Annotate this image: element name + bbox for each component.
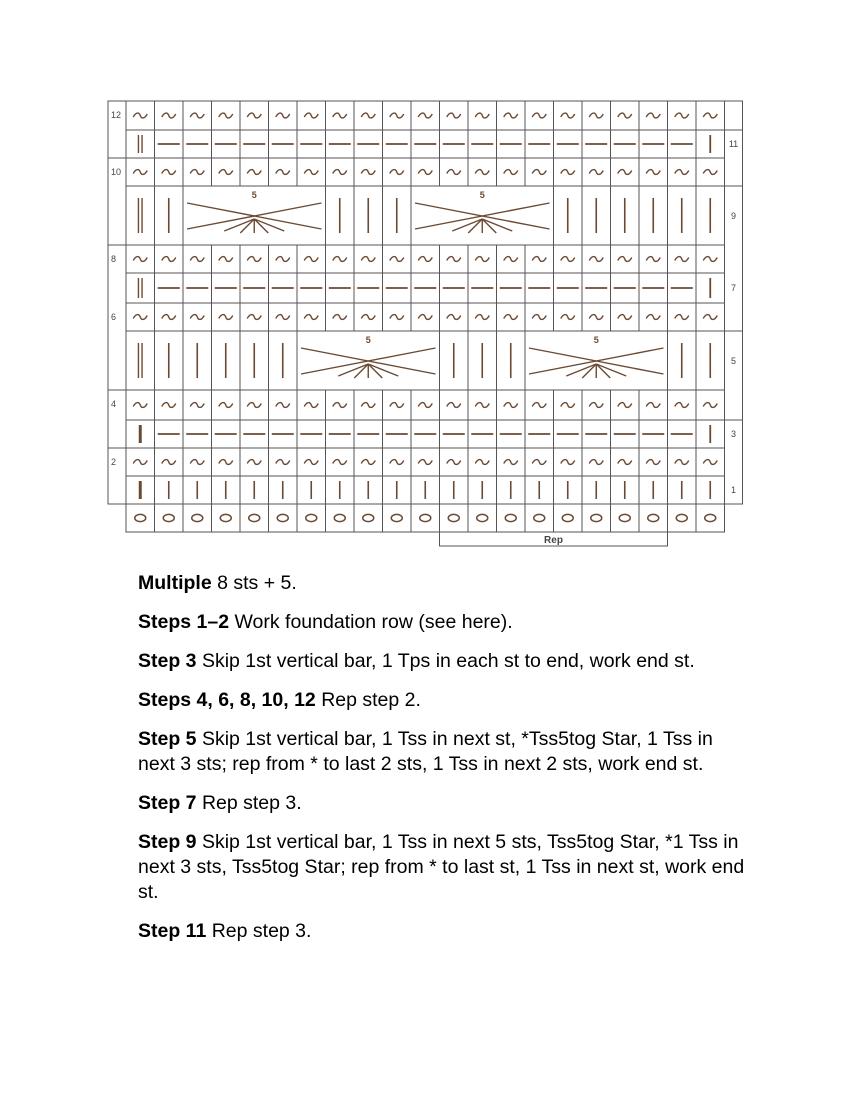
reverse-stitch-symbol xyxy=(675,315,689,320)
instruction-step-9 xyxy=(138,830,748,905)
reverse-stitch-symbol xyxy=(333,170,347,175)
reverse-stitch-symbol xyxy=(504,315,518,320)
chain-stitch-symbol xyxy=(334,514,345,521)
reverse-stitch-symbol xyxy=(304,403,318,408)
instruction-label: Step 7 xyxy=(138,792,197,814)
chain-stitch-symbol xyxy=(363,514,374,521)
reverse-stitch-symbol xyxy=(276,257,290,262)
instruction-text: Rep step 2. xyxy=(315,689,421,711)
reverse-stitch-symbol xyxy=(219,170,233,175)
reverse-stitch-symbol xyxy=(190,315,204,320)
reverse-stitch-symbol xyxy=(304,460,318,465)
reverse-stitch-symbol xyxy=(646,315,660,320)
reverse-stitch-symbol xyxy=(675,257,689,262)
cluster-count-label: 5 xyxy=(593,335,599,345)
instruction-label: Step 5 xyxy=(138,728,197,750)
instruction-step-7 xyxy=(138,791,748,816)
reverse-stitch-symbol xyxy=(219,403,233,408)
reverse-stitch-symbol xyxy=(589,403,603,408)
reverse-stitch-symbol xyxy=(390,315,404,320)
reverse-stitch-symbol xyxy=(361,257,375,262)
reverse-stitch-symbol xyxy=(219,257,233,262)
row-number-right: 11 xyxy=(728,139,739,149)
row-number-right: 9 xyxy=(730,211,737,221)
reverse-stitch-symbol xyxy=(133,403,147,408)
right-number-column xyxy=(725,101,743,504)
row-number-left: 10 xyxy=(111,167,122,177)
instruction-label: Step 11 xyxy=(138,920,207,942)
chain-stitch-symbol xyxy=(135,514,146,521)
reverse-stitch-symbol xyxy=(219,460,233,465)
reverse-stitch-symbol xyxy=(390,113,404,118)
reverse-stitch-symbol xyxy=(333,460,347,465)
reverse-stitch-symbol xyxy=(361,460,375,465)
reverse-stitch-symbol xyxy=(646,113,660,118)
reverse-stitch-symbol xyxy=(219,113,233,118)
reverse-stitch-symbol xyxy=(532,403,546,408)
reverse-stitch-symbol xyxy=(589,315,603,320)
reverse-stitch-symbol xyxy=(333,403,347,408)
instruction-steps-1-2 xyxy=(138,610,748,635)
reverse-stitch-symbol xyxy=(361,403,375,408)
reverse-stitch-symbol xyxy=(333,113,347,118)
reverse-stitch-symbol xyxy=(703,113,717,118)
cluster-count-label: 5 xyxy=(365,335,371,345)
reverse-stitch-symbol xyxy=(247,460,261,465)
chain-stitch-symbol xyxy=(505,514,516,521)
reverse-stitch-symbol xyxy=(162,403,176,408)
chain-stitch-symbol xyxy=(163,514,174,521)
chain-stitch-symbol xyxy=(306,514,317,521)
reverse-stitch-symbol xyxy=(475,315,489,320)
reverse-stitch-symbol xyxy=(304,170,318,175)
reverse-stitch-symbol xyxy=(703,257,717,262)
reverse-stitch-symbol xyxy=(475,403,489,408)
chain-stitch-symbol xyxy=(448,514,459,521)
reverse-stitch-symbol xyxy=(646,460,660,465)
instruction-steps-even xyxy=(138,688,748,713)
reverse-stitch-symbol xyxy=(133,170,147,175)
chain-stitch-symbol xyxy=(705,514,716,521)
reverse-stitch-symbol xyxy=(247,170,261,175)
reverse-stitch-symbol xyxy=(504,113,518,118)
reverse-stitch-symbol xyxy=(361,113,375,118)
instruction-text: Skip 1st vertical bar, 1 Tps in each st to end, work end st. xyxy=(196,650,695,672)
reverse-stitch-symbol xyxy=(447,460,461,465)
reverse-stitch-symbol xyxy=(162,170,176,175)
reverse-stitch-symbol xyxy=(589,257,603,262)
reverse-stitch-symbol xyxy=(532,460,546,465)
row-number-left: 2 xyxy=(111,457,117,467)
chain-stitch-symbol xyxy=(676,514,687,521)
row-number-left: 8 xyxy=(111,254,117,264)
instructions xyxy=(138,571,748,958)
reverse-stitch-symbol xyxy=(589,113,603,118)
reverse-stitch-symbol xyxy=(618,315,632,320)
reverse-stitch-symbol xyxy=(133,315,147,320)
chain-stitch-symbol xyxy=(249,514,260,521)
reverse-stitch-symbol xyxy=(162,315,176,320)
reverse-stitch-symbol xyxy=(447,403,461,408)
chain-stitch-symbol xyxy=(192,514,203,521)
reverse-stitch-symbol xyxy=(504,170,518,175)
chart-symbols xyxy=(133,113,717,522)
reverse-stitch-symbol xyxy=(646,170,660,175)
reverse-stitch-symbol xyxy=(333,257,347,262)
chart-labels xyxy=(111,110,738,546)
instruction-multiple xyxy=(138,571,748,596)
row-number-left: 4 xyxy=(111,399,117,409)
reverse-stitch-symbol xyxy=(418,315,432,320)
reverse-stitch-symbol xyxy=(447,257,461,262)
reverse-stitch-symbol xyxy=(618,257,632,262)
chain-stitch-symbol xyxy=(477,514,488,521)
reverse-stitch-symbol xyxy=(646,257,660,262)
reverse-stitch-symbol xyxy=(475,257,489,262)
reverse-stitch-symbol xyxy=(561,170,575,175)
left-number-column xyxy=(108,101,126,504)
instruction-text: 8 sts + 5. xyxy=(211,572,297,594)
reverse-stitch-symbol xyxy=(703,460,717,465)
chain-stitch-symbol xyxy=(277,514,288,521)
row-number-right: 5 xyxy=(730,356,737,366)
reverse-stitch-symbol xyxy=(190,460,204,465)
reverse-stitch-symbol xyxy=(475,460,489,465)
reverse-stitch-symbol xyxy=(675,170,689,175)
reverse-stitch-symbol xyxy=(304,257,318,262)
row-number-left: 6 xyxy=(111,312,117,322)
chain-stitch-symbol xyxy=(619,514,630,521)
reverse-stitch-symbol xyxy=(532,113,546,118)
reverse-stitch-symbol xyxy=(703,403,717,408)
instruction-step-3 xyxy=(138,649,748,674)
repeat-label: Rep xyxy=(544,535,563,546)
instruction-text: Skip 1st vertical bar, 1 Tss in next st, *Tss5tog Star, 1 Tss in next 3 sts; rep from * to last 2 sts, 1 Tss in next 2 sts, work end st. xyxy=(138,728,713,775)
reverse-stitch-symbol xyxy=(561,315,575,320)
reverse-stitch-symbol xyxy=(504,460,518,465)
instruction-label: Multiple xyxy=(138,572,212,594)
reverse-stitch-symbol xyxy=(333,315,347,320)
chain-stitch-symbol xyxy=(420,514,431,521)
reverse-stitch-symbol xyxy=(276,170,290,175)
reverse-stitch-symbol xyxy=(589,170,603,175)
instruction-text: Rep step 3. xyxy=(196,792,302,814)
chain-stitch-symbol xyxy=(648,514,659,521)
instruction-text: Skip 1st vertical bar, 1 Tss in next 5 sts, Tss5tog Star, *1 Tss in next 3 sts, Tss5tog Star; rep from * to last st, 1 Tss in next st, work end st. xyxy=(138,831,745,903)
reverse-stitch-symbol xyxy=(618,113,632,118)
reverse-stitch-symbol xyxy=(276,113,290,118)
reverse-stitch-symbol xyxy=(133,113,147,118)
chain-stitch-symbol xyxy=(562,514,573,521)
chain-stitch-symbol xyxy=(220,514,231,521)
row-number-right: 1 xyxy=(730,485,737,495)
chart-grid xyxy=(108,101,743,546)
reverse-stitch-symbol xyxy=(162,460,176,465)
reverse-stitch-symbol xyxy=(190,403,204,408)
instruction-step-5 xyxy=(138,727,748,777)
instruction-label: Step 9 xyxy=(138,831,197,853)
reverse-stitch-symbol xyxy=(532,257,546,262)
reverse-stitch-symbol xyxy=(276,315,290,320)
reverse-stitch-symbol xyxy=(418,460,432,465)
reverse-stitch-symbol xyxy=(304,315,318,320)
reverse-stitch-symbol xyxy=(703,315,717,320)
reverse-stitch-symbol xyxy=(675,460,689,465)
instruction-label: Step 3 xyxy=(138,650,197,672)
reverse-stitch-symbol xyxy=(475,113,489,118)
reverse-stitch-symbol xyxy=(561,257,575,262)
reverse-stitch-symbol xyxy=(390,170,404,175)
reverse-stitch-symbol xyxy=(447,170,461,175)
reverse-stitch-symbol xyxy=(447,113,461,118)
reverse-stitch-symbol xyxy=(561,460,575,465)
reverse-stitch-symbol xyxy=(247,257,261,262)
reverse-stitch-symbol xyxy=(418,113,432,118)
reverse-stitch-symbol xyxy=(361,170,375,175)
reverse-stitch-symbol xyxy=(390,460,404,465)
instruction-step-11 xyxy=(138,919,748,944)
reverse-stitch-symbol xyxy=(247,113,261,118)
reverse-stitch-symbol xyxy=(133,257,147,262)
chain-stitch-symbol xyxy=(391,514,402,521)
reverse-stitch-symbol xyxy=(532,170,546,175)
cluster-count-label: 5 xyxy=(479,190,485,200)
reverse-stitch-symbol xyxy=(276,403,290,408)
reverse-stitch-symbol xyxy=(703,170,717,175)
instruction-text: Work foundation row (see here). xyxy=(229,611,513,633)
reverse-stitch-symbol xyxy=(190,257,204,262)
reverse-stitch-symbol xyxy=(447,315,461,320)
reverse-stitch-symbol xyxy=(418,257,432,262)
reverse-stitch-symbol xyxy=(247,315,261,320)
reverse-stitch-symbol xyxy=(162,113,176,118)
reverse-stitch-symbol xyxy=(561,113,575,118)
reverse-stitch-symbol xyxy=(219,315,233,320)
chain-stitch-symbol xyxy=(591,514,602,521)
row-number-left: 12 xyxy=(111,110,122,120)
reverse-stitch-symbol xyxy=(162,257,176,262)
reverse-stitch-symbol xyxy=(618,170,632,175)
reverse-stitch-symbol xyxy=(304,113,318,118)
row-number-right: 7 xyxy=(730,283,737,293)
instruction-label: Steps 4, 6, 8, 10, 12 xyxy=(138,689,316,711)
reverse-stitch-symbol xyxy=(675,403,689,408)
instruction-label: Steps 1–2 xyxy=(138,611,230,633)
reverse-stitch-symbol xyxy=(618,403,632,408)
reverse-stitch-symbol xyxy=(504,403,518,408)
reverse-stitch-symbol xyxy=(561,403,575,408)
reverse-stitch-symbol xyxy=(390,403,404,408)
reverse-stitch-symbol xyxy=(675,113,689,118)
reverse-stitch-symbol xyxy=(589,460,603,465)
reverse-stitch-symbol xyxy=(618,460,632,465)
reverse-stitch-symbol xyxy=(475,170,489,175)
reverse-stitch-symbol xyxy=(418,403,432,408)
reverse-stitch-symbol xyxy=(133,460,147,465)
reverse-stitch-symbol xyxy=(390,257,404,262)
chain-stitch-symbol xyxy=(534,514,545,521)
reverse-stitch-symbol xyxy=(190,170,204,175)
reverse-stitch-symbol xyxy=(646,403,660,408)
cluster-count-label: 5 xyxy=(251,190,257,200)
reverse-stitch-symbol xyxy=(532,315,546,320)
reverse-stitch-symbol xyxy=(276,460,290,465)
reverse-stitch-symbol xyxy=(418,170,432,175)
reverse-stitch-symbol xyxy=(504,257,518,262)
foundation-row xyxy=(126,504,725,532)
reverse-stitch-symbol xyxy=(247,403,261,408)
reverse-stitch-symbol xyxy=(190,113,204,118)
row-number-right: 3 xyxy=(730,429,737,439)
reverse-stitch-symbol xyxy=(361,315,375,320)
instruction-text: Rep step 3. xyxy=(206,920,312,942)
